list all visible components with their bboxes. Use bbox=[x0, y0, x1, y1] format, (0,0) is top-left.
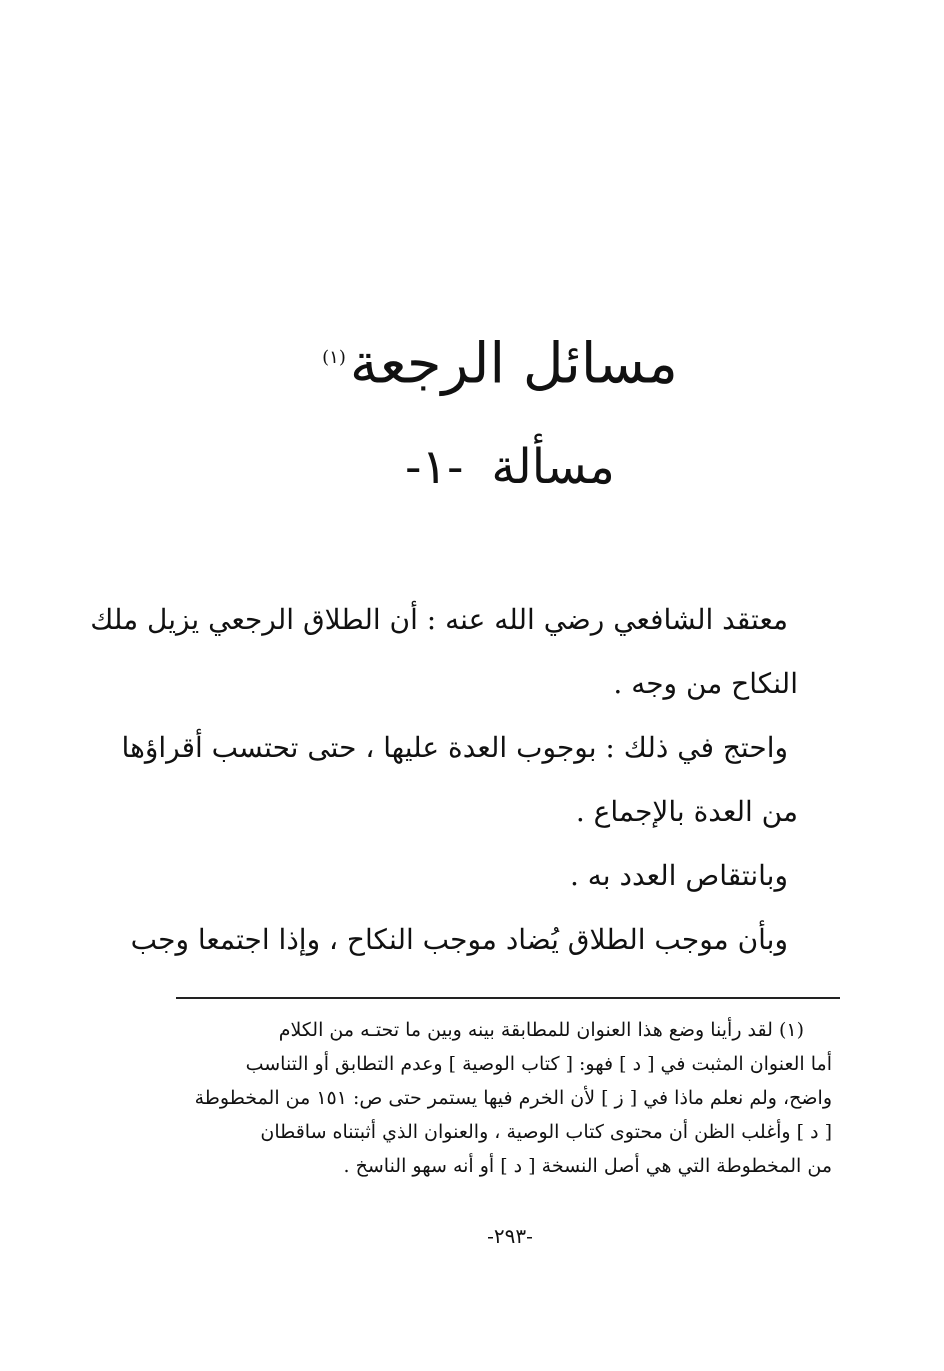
footnote-line: (١) لقد رأينا وضع هذا العنوان للمطابقة بينه وبين ما تحتـه من الكلام bbox=[278, 1019, 804, 1041]
body-line: من العدة بالإجماع . bbox=[575, 795, 798, 828]
page-number: -٢٩٣- bbox=[487, 1224, 533, 1248]
footnote-line: [ د ] وأغلب الظن أن محتوى كتاب الوصية ، والعنوان الذي أثبتناه ساقطان bbox=[260, 1121, 832, 1143]
body-line: معتقد الشافعي رضي الله عنه : أن الطلاق الرجعي يزيل ملك bbox=[90, 603, 788, 636]
body-line: واحتج في ذلك : بوجوب العدة عليها ، حتى تحتسب أقراؤها bbox=[121, 731, 788, 764]
issue-number: -١- bbox=[405, 439, 464, 495]
body-line: وبانتقاص العدد به . bbox=[569, 859, 788, 892]
chapter-title bbox=[300, 318, 700, 405]
footnote-reference: (١) bbox=[322, 347, 346, 368]
body-line: النكاح من وجه . bbox=[613, 667, 798, 700]
issue-heading bbox=[370, 432, 650, 502]
chapter-title-text: مسائل الرجعة bbox=[349, 331, 678, 397]
body-text bbox=[90, 588, 798, 972]
issue-label: مسألة bbox=[491, 439, 615, 495]
footnote bbox=[186, 1013, 832, 1183]
body-line: وبأن موجب الطلاق يُضاد موجب النكاح ، وإذا اجتمعا وجب bbox=[130, 923, 788, 956]
footnote-line: واضح، ولم نعلم ماذا في [ ز ] لأن الخرم فيها يستمر حتى ص: ١٥١ من المخطوطة bbox=[194, 1087, 832, 1109]
footnote-line: أما العنوان المثبت في [ د ] فهو: [ كتاب الوصية ] وعدم التطابق أو التناسب bbox=[245, 1053, 832, 1075]
footnote-line: من المخطوطة التي هي أصل النسخة [ د ] أو أنه سهو الناسخ . bbox=[343, 1155, 832, 1177]
footnote-divider bbox=[176, 997, 840, 999]
